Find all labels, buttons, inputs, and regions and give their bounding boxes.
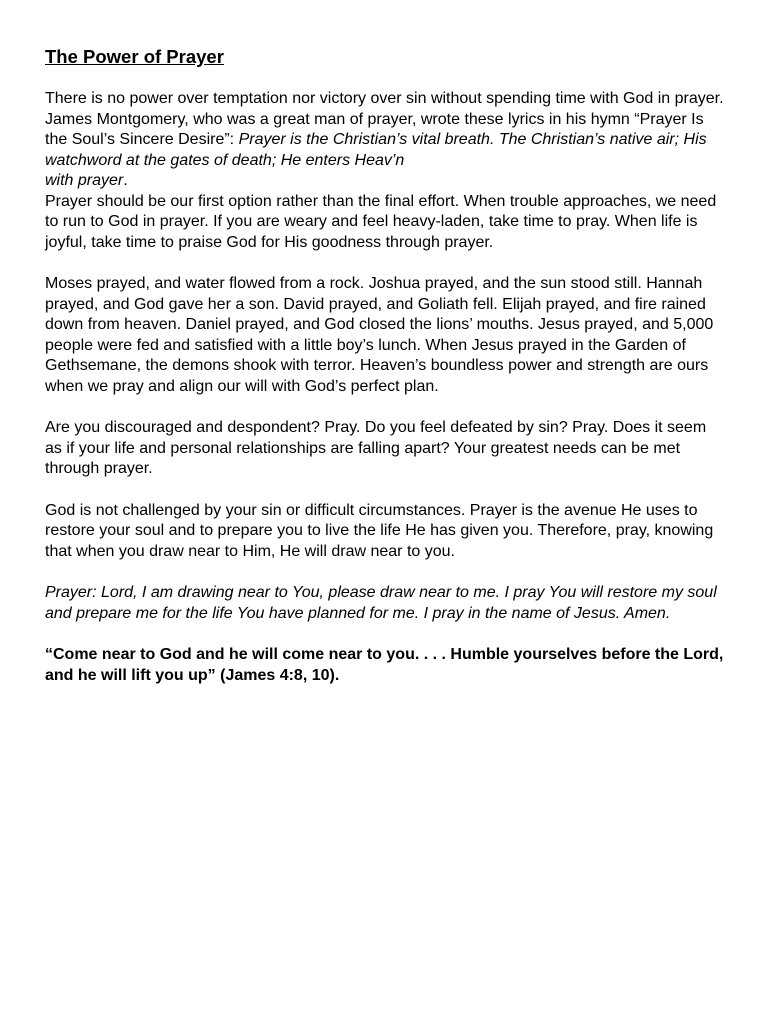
hymn-lyrics: Prayer is the Christian’s vital breath. The Christian’s native air; His watchword at the gates of death; He enters Heav’n <box>45 131 707 169</box>
paragraph-discouraged: Are you discouraged and despondent? Pray. Do you feel defeated by sin? Pray. Does it seem as if your life and personal relationships are falling apart? Your greatest needs can be met through prayer. <box>45 419 707 477</box>
document-page <box>45 45 725 707</box>
paragraph-not-challenged: God is not challenged by your sin or difficult circumstances. Prayer is the avenue He uses to restore your soul and to prepare you to live the life He has given you. Therefore, pray, knowing that when you draw near to Him, He will draw near to you. <box>45 501 714 560</box>
hymn-lyrics-end: with prayer <box>45 172 124 189</box>
paragraph-intro <box>45 89 725 192</box>
paragraph-first-option: Prayer should be our first option rather than the final effort. When trouble approaches, we need to run to God in prayer. If you are weary and feel heavy-laden, take time to pray. When life is joyful, take time to praise God for His goodness through prayer. <box>45 192 717 251</box>
paragraph-intro-text: There is no power over temptation nor victory over sin without spending time with God in prayer. James Montgomery, who was a great man of prayer, wrote these lyrics in his hymn “Prayer Is the Soul’s Sincere Desire”: <box>45 90 724 148</box>
scripture-verse: “Come near to God and he will come near to you. . . . Humble yourselves before the Lord, and he will lift you up” (James 4:8, 10). <box>45 646 724 684</box>
paragraph-biblical-examples: Moses prayed, and water flowed from a rock. Joshua prayed, and the sun stood still. Hannah prayed, and God gave her a son. David prayed, and Goliath fell. Elijah prayed, and fire rained down from heaven. Daniel prayed, and God closed the lions’ mouths. Jesus prayed, and 5,000 people were fed and satisfied with a little boy’s lunch. When Jesus prayed in the Garden of Gethsemane, the demons shook with terror. Heaven’s boundless power and strength are ours when we pray and align our will with God’s perfect plan. <box>45 275 714 395</box>
document-title: The Power of Prayer <box>45 46 224 67</box>
paragraph-intro-period: . <box>123 172 128 189</box>
closing-prayer: Prayer: Lord, I am drawing near to You, please draw near to me. I pray You will restore my soul and prepare me for the life You have planned for me. I pray in the name of Jesus. Amen. <box>45 584 717 622</box>
